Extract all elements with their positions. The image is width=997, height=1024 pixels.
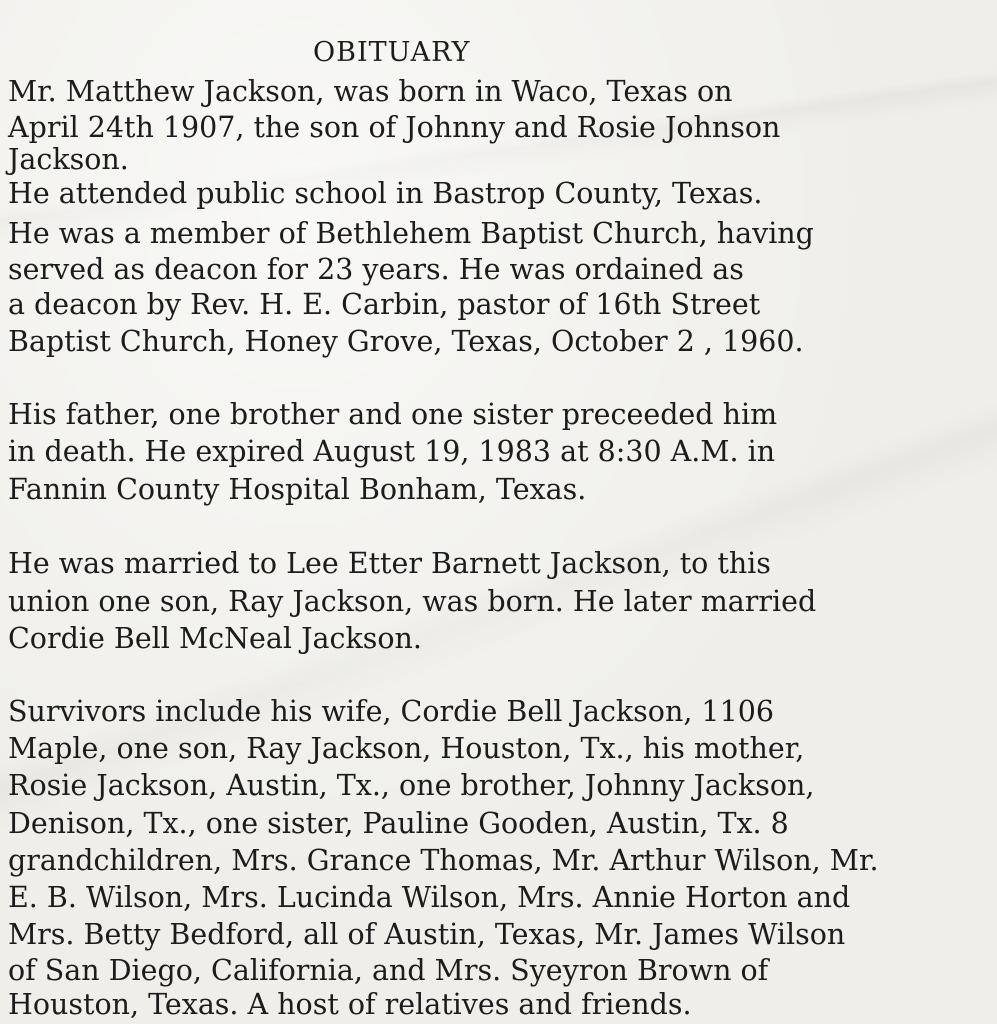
text-line: in death. He expired August 19, 1983 at 8:30 A.M. in bbox=[8, 435, 776, 468]
text-line: Maple, one son, Ray Jackson, Houston, Tx., his mother, bbox=[8, 732, 805, 765]
text-line: Survivors include his wife, Cordie Bell Jackson, 1106 bbox=[8, 695, 774, 728]
text-line: He attended public school in Bastrop County, Texas. bbox=[8, 177, 763, 210]
text-line: April 24th 1907, the son of Johnny and Rosie Johnson bbox=[8, 111, 781, 144]
text-line: grandchildren, Mrs. Grance Thomas, Mr. Arthur Wilson, Mr. bbox=[8, 844, 879, 877]
text-line: Houston, Texas. A host of relatives and friends. bbox=[8, 988, 692, 1021]
text-line: Mr. Matthew Jackson, was born in Waco, Texas on bbox=[8, 75, 733, 108]
text-line: His father, one brother and one sister preceeded him bbox=[8, 398, 778, 431]
text-line: Denison, Tx., one sister, Pauline Gooden, Austin, Tx. 8 bbox=[8, 807, 789, 840]
text-line: Fannin County Hospital Bonham, Texas. bbox=[8, 473, 587, 506]
text-line: union one son, Ray Jackson, was born. He later married bbox=[8, 585, 817, 618]
text-line: a deacon by Rev. H. E. Carbin, pastor of 16th Street bbox=[8, 288, 761, 321]
text-line: He was a member of Bethlehem Baptist Church, having bbox=[8, 217, 814, 250]
page-title: OBITUARY bbox=[313, 37, 471, 68]
text-line: E. B. Wilson, Mrs. Lucinda Wilson, Mrs. Annie Horton and bbox=[8, 881, 851, 914]
text-line: of San Diego, California, and Mrs. Syeyron Brown of bbox=[8, 954, 769, 987]
text-line: Mrs. Betty Bedford, all of Austin, Texas, Mr. James Wilson bbox=[8, 918, 846, 951]
text-line: Baptist Church, Honey Grove, Texas, October 2 , 1960. bbox=[8, 325, 804, 358]
text-line: Cordie Bell McNeal Jackson. bbox=[8, 622, 422, 655]
text-line: served as deacon for 23 years. He was ordained as bbox=[8, 253, 744, 286]
text-line: Rosie Jackson, Austin, Tx., one brother, Johnny Jackson, bbox=[8, 769, 815, 802]
text-line: He was married to Lee Etter Barnett Jackson, to this bbox=[8, 547, 771, 580]
text-line: Jackson. bbox=[8, 143, 129, 176]
